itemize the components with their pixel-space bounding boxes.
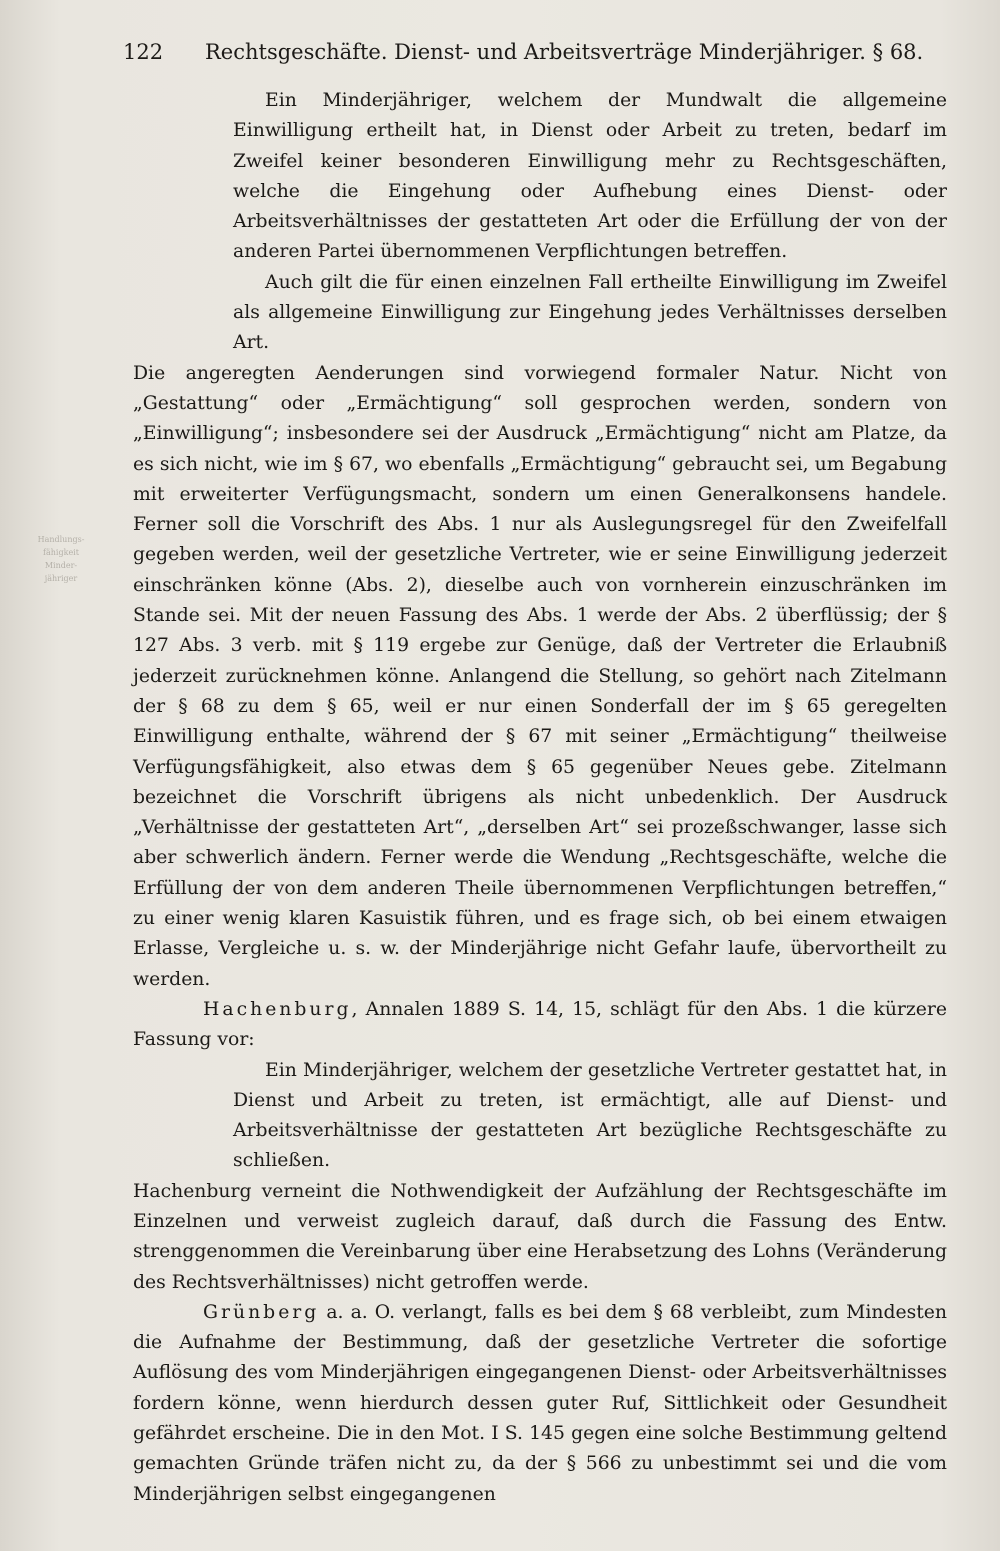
margin-note-line: Handlungs- (37, 535, 85, 544)
running-header (123, 36, 924, 68)
margin-note (28, 533, 94, 585)
gruenberg-text: a. a. O. verlangt, falls es bei dem § 68 verbleibt, zum Mindesten die Aufnahme der Bestimmung, daß der gesetzliche Vertreter die sofortige Auflösung des vom Minderjährigen eingegangenen Dienst- oder Arbeitsverhältnisses fordern könne, wenn hierdurch dessen guter Ruf, Sittlichkeit oder Gesundheit gefährdet erscheine. Die in den Mot. I S. 145 gegen eine solche Bestimmung geltend gemachten Gründe träfen nicht zu, da der § 566 zu unbestimmt sei und die vom Minderjährigen selbst eingegangenen (133, 1301, 947, 1505)
hachenburg-text: , Annalen 1889 S. 14, 15, schlägt für den Abs. 1 die kürzere Fassung vor: (133, 998, 947, 1051)
margin-note-line: jähriger (44, 574, 78, 583)
proposed-wording-quote: Ein Minderjähriger, welchem der gesetzliche Vertreter gestattet hat, in Dienst und Arbeit zu treten, ist ermächtigt, alle auf Dienst- und Arbeitsverhältnisse der gestatteten Art bezügliche Rechtsgeschäfte zu schließen. (233, 1059, 947, 1172)
gruenberg-paragraph (133, 1298, 947, 1510)
commentary-paragraph: Die angeregten Aenderungen sind vorwiegend formaler Natur. Nicht von „Gestattung“ oder „Ermächtigung“ soll gesprochen werden, sondern von „Einwilligung“; insbesondere sei der Ausdruck „Ermächtigung“ nicht am Platze, da es sich nicht, wie im § 67, wo ebenfalls „Ermächtigung“ gebraucht sei, um Begabung mit erweiterter Verfügungsmacht, sondern um einen Generalkonsens handele. Ferner soll die Vorschrift des Abs. 1 nur als Auslegungsregel für den Zweifelfall gegeben werden, weil der gesetzliche Vertreter, wie er seine Einwilligung jederzeit einschränken könne (Abs. 2), dieselbe auch von vornherein einzuschränken im Stande sei. Mit der neuen Fassung des Abs. 1 werde der Abs. 2 überflüssig; der § 127 Abs. 3 verb. mit § 119 ergebe zur Genüge, daß der Vertreter die Erlaubniß jederzeit zurücknehmen könne. Anlangend die Stellung, so gehört nach Zitelmann der § 68 zu dem § 65, weil er nur einen Sonderfall der im § 65 geregelten Einwilligung enthalte, während der § 67 mit seiner „Ermächtigung“ theilweise Verfügungsfähigkeit, also etwas dem § 65 gegenüber Neues gebe. Zitelmann bezeichnet die Vorschrift übrigens als nicht unbedenklich. Der Ausdruck „Verhältnisse der gestatteten Art“, „derselben Art“ sei prozeßschwanger, lasse sich aber schwerlich ändern. Ferner werde die Wendung „Rechtsgeschäfte, welche die Erfüllung der von dem anderen Theile übernommenen Verpflichtungen betreffen,“ zu einer wenig klaren Kasuistik führen, und es frage sich, ob bei einem etwaigen Erlasse, Vergleiche u. s. w. der Minderjährige nicht Gefahr laufe, übervortheilt zu werden. (133, 362, 947, 990)
author-name-gruenberg: Grünberg (203, 1301, 320, 1323)
page-number: 122 (123, 40, 164, 64)
page-body (133, 86, 947, 1510)
hachenburg-remark-paragraph: Hachenburg verneint die Nothwendigkeit der Aufzählung der Rechtsgeschäfte im Einzelnen und verweist zugleich darauf, daß durch die Fassung des Entw. strenggenommen die Vereinbarung über eine Herabsetzung des Lohns (Veränderung des Rechtsverhältnisses) nicht getroffen werde. (133, 1180, 947, 1293)
statute-quote-paragraph-2: Auch gilt die für einen einzelnen Fall ertheilte Einwilligung im Zweifel als allgemeine Einwilligung zur Eingehung jedes Verhältnisses derselben Art. (233, 271, 947, 354)
margin-note-line: Minder- (44, 561, 78, 570)
hachenburg-paragraph (133, 995, 947, 1056)
running-title: Rechtsgeschäfte. Dienst- und Arbeitsverträge Minderjähriger. § 68. (205, 40, 924, 64)
statute-quote-paragraph-1: Ein Minderjähriger, welchem der Mundwalt die allgemeine Einwilligung ertheilt hat, in Dienst oder Arbeit zu treten, bedarf im Zweifel keiner besonderen Einwilligung mehr zu Rechtsgeschäften, welche die Eingehung oder Aufhebung eines Dienst- oder Arbeitsverhältnisses der gestatteten Art oder die Erfüllung der von der anderen Partei übernommenen Verpflichtungen betreffen. (233, 90, 947, 263)
author-name-hachenburg: Hachenburg (203, 998, 352, 1020)
margin-note-line: fähigkeit (43, 548, 79, 557)
